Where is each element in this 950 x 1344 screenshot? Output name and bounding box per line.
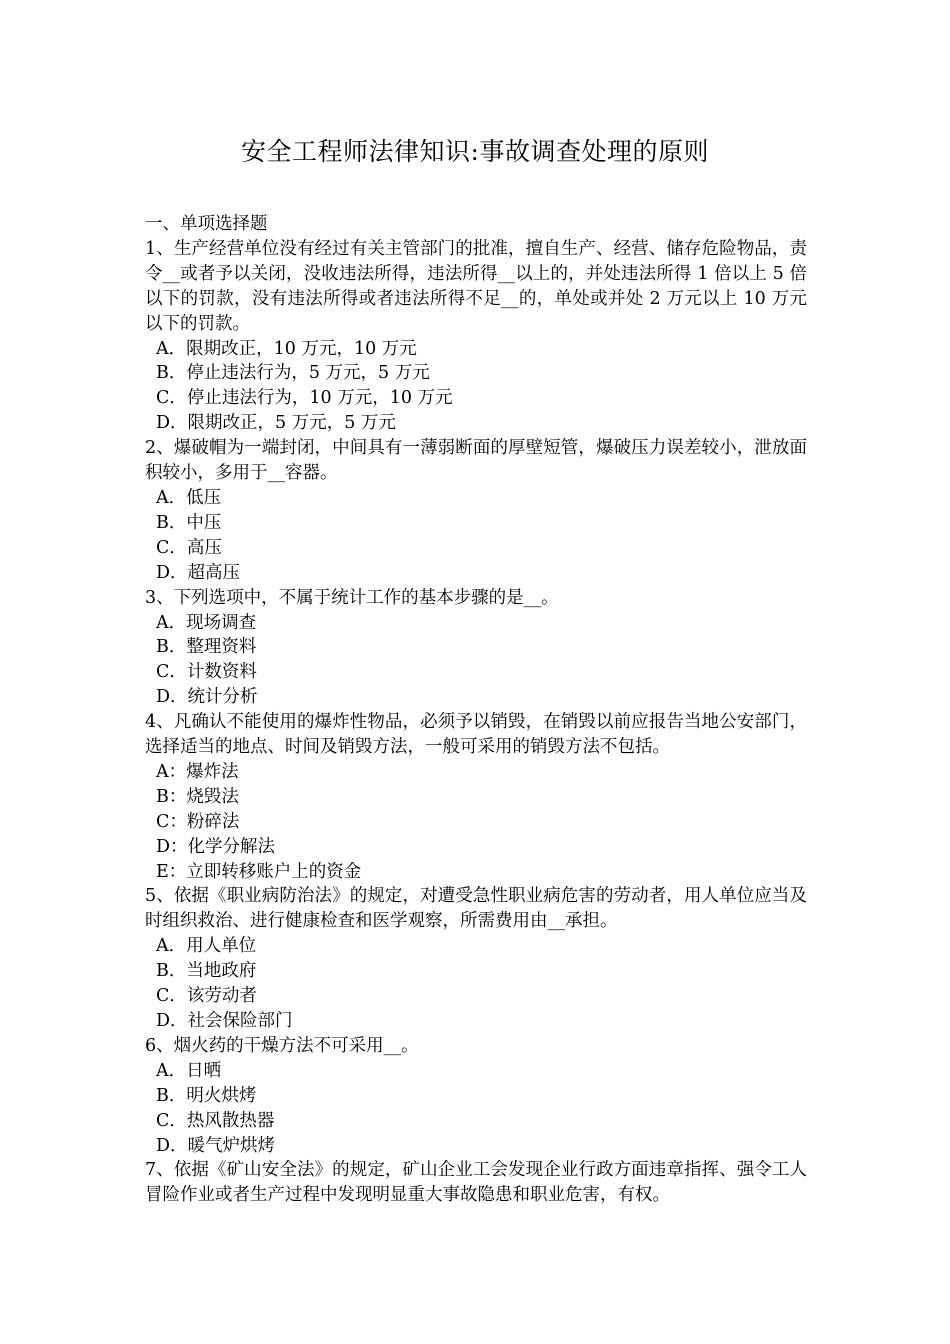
option-item: C．停止违法行为，10 万元，10 万元	[156, 388, 453, 409]
option-item: A．低压	[156, 487, 222, 508]
option-item: D：化学分解法	[156, 836, 276, 857]
option-item: C．高压	[156, 537, 222, 558]
option-item: B．整理资料	[156, 637, 257, 658]
section-heading: 一、单项选择题	[145, 214, 268, 234]
question-text: 7、依据《矿山安全法》的规定，矿山企业工会发现企业行政方面违章指挥、强令工人冒险作业或者生产过程中发现明显重大事故隐患和职业危害，有权。	[145, 1160, 807, 1206]
question-block	[145, 884, 807, 1033]
option-item: D．限期改正，5 万元，5 万元	[156, 413, 396, 434]
question-text: 4、凡确认不能使用的爆炸性物品，必须予以销毁，在销毁以前应报告当地公安部门，选择适当的地点、时间及销毁方法，一般可采用的销毁方法不包括。	[145, 712, 807, 758]
option-item: B：烧毁法	[156, 786, 239, 807]
option-item: A．限期改正，10 万元，10 万元	[156, 338, 417, 359]
question-block	[145, 710, 807, 884]
question-block	[145, 1158, 807, 1208]
option-item: D．超高压	[156, 562, 241, 583]
question-text: 6、烟火药的干燥方法不可采用__。	[145, 1035, 419, 1056]
option-item: B．当地政府	[156, 961, 257, 982]
option-item: B．停止违法行为，5 万元，5 万元	[156, 363, 430, 384]
question-text: 5、依据《职业病防治法》的规定，对遭受急性职业病危害的劳动者，用人单位应当及时组织救治、进行健康检查和医学观察，所需费用由__承担。	[145, 886, 807, 932]
option-item: C．热风散热器	[156, 1110, 275, 1131]
option-item: A．日晒	[156, 1060, 222, 1081]
question-block	[145, 586, 807, 711]
option-item: C．该劳动者	[156, 986, 257, 1007]
question-text: 1、生产经营单位没有经过有关主管部门的批准，擅自生产、经营、储存危险物品，责令__或者予以关闭，没收违法所得，违法所得__以上的，并处违法所得 1 倍以上 5 倍以下的罚款，没有违法所得或者违法所得不足__的，单处或并处 2 万元以上 10 万元以下的罚款。	[145, 238, 807, 334]
option-item: A：爆炸法	[156, 761, 239, 782]
option-item: C：粉碎法	[156, 811, 240, 832]
question-text: 3、下列选项中，不属于统计工作的基本步骤的是__。	[145, 587, 559, 608]
option-item: B．明火烘烤	[156, 1085, 257, 1106]
question-block	[145, 436, 807, 585]
question-text: 2、爆破帽为一端封闭，中间具有一薄弱断面的厚壁短管，爆破压力误差较小，泄放面积较小，多用于__容器。	[145, 438, 807, 484]
option-item: D．暖气炉烘烤	[156, 1135, 276, 1156]
option-item: D．社会保险部门	[156, 1011, 293, 1031]
option-item: A．现场调查	[156, 612, 257, 633]
option-item: C．计数资料	[156, 662, 257, 683]
question-block	[145, 1034, 807, 1159]
document-title: 安全工程师法律知识:事故调查处理的原则	[241, 137, 709, 166]
option-item: E：立即转移账户上的资金	[156, 861, 362, 882]
option-item: D．统计分析	[156, 687, 258, 708]
document-body	[145, 212, 807, 1208]
option-item: B．中压	[156, 512, 222, 533]
option-item: A．用人单位	[156, 936, 257, 957]
question-block	[145, 237, 807, 436]
